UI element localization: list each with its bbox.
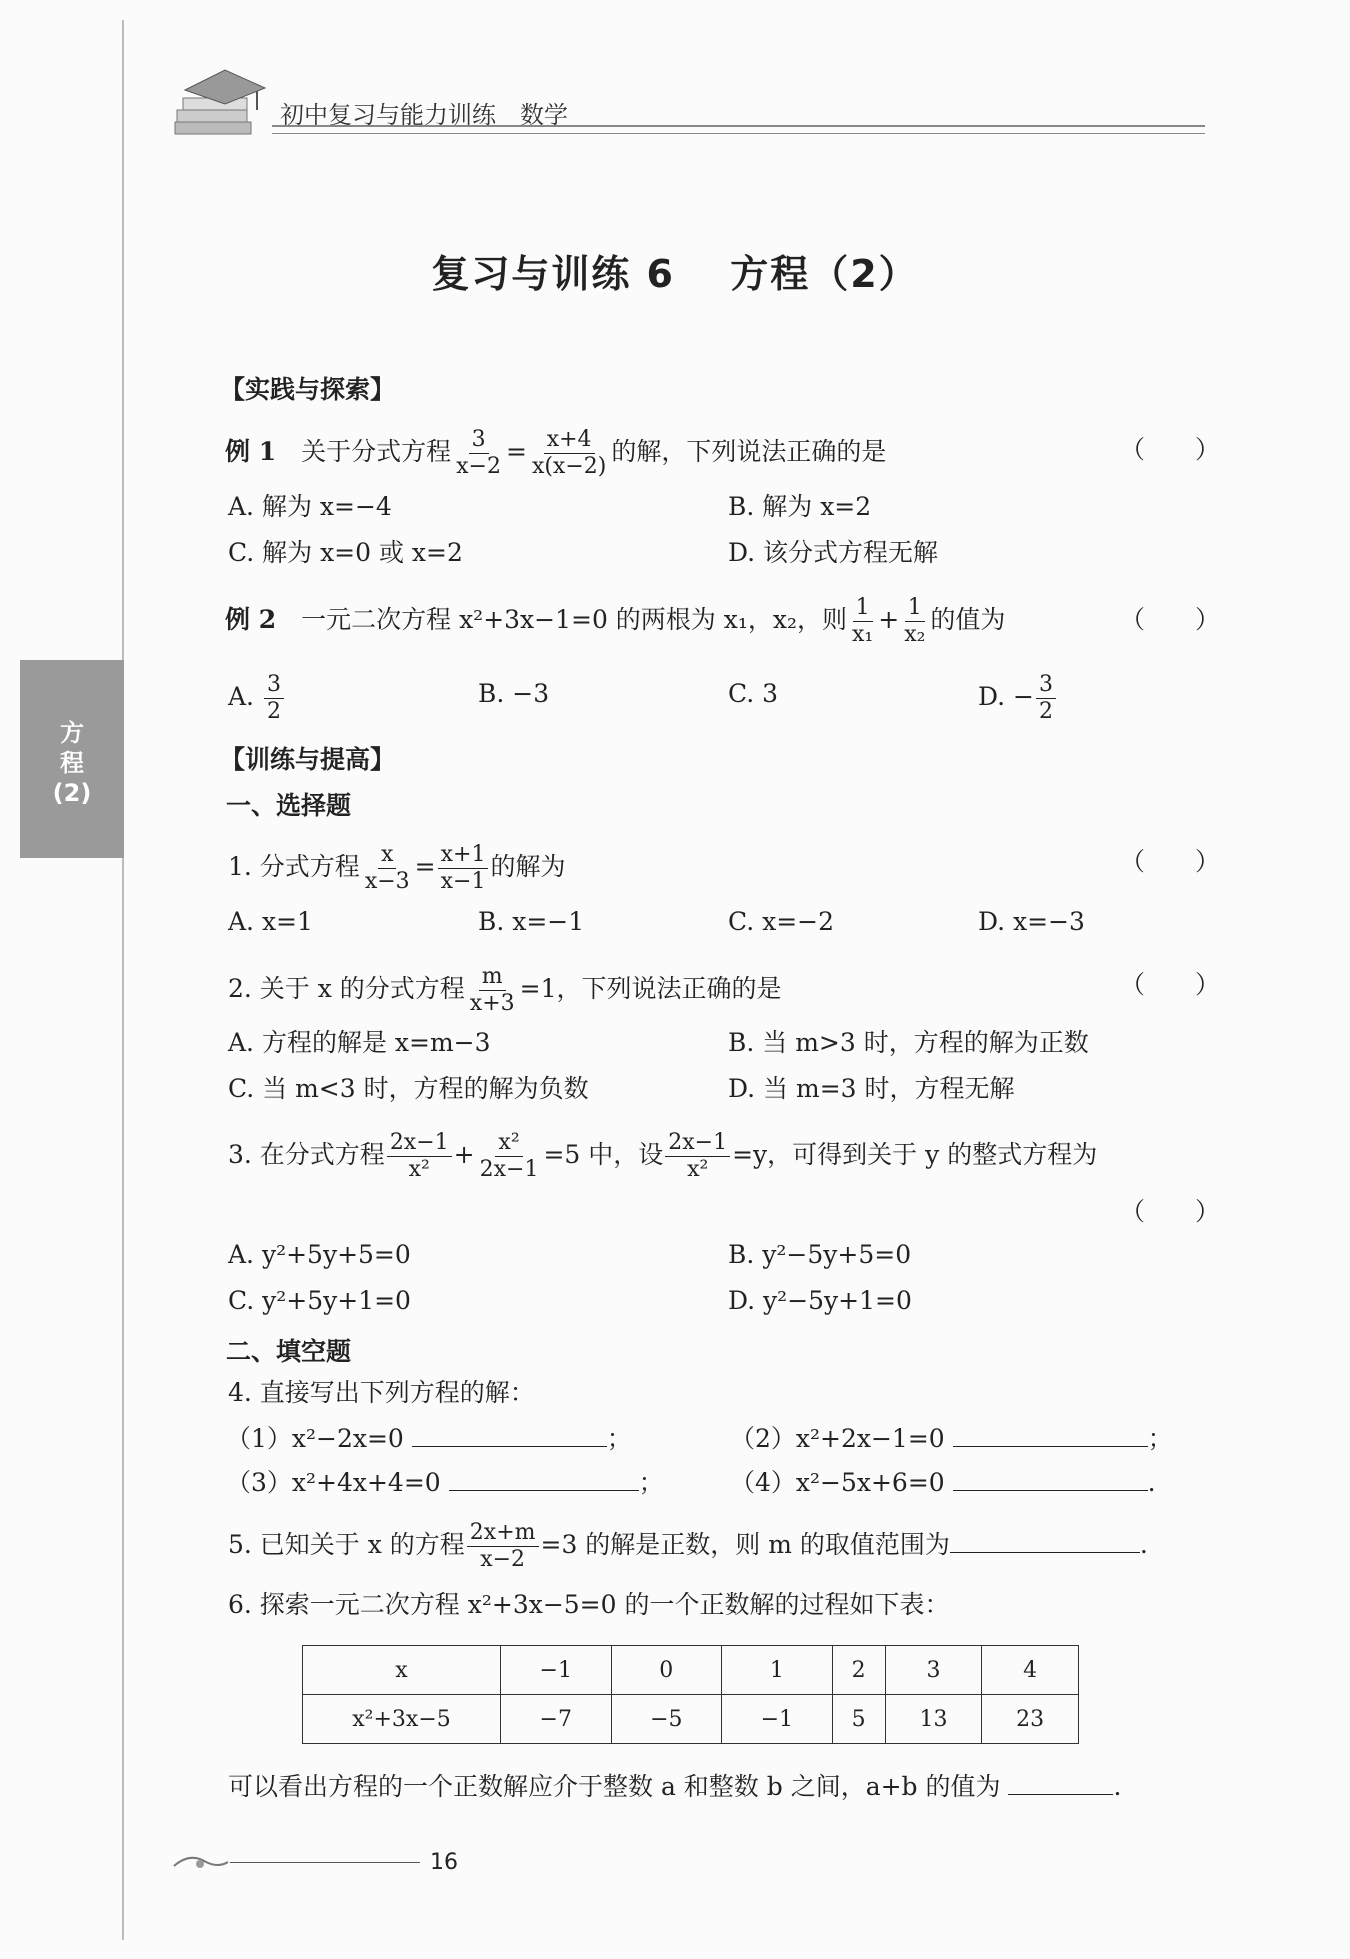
question-2-stem: 2. 关于 x 的分式方程 $\frac{m}{x+3}$ =1，下列说法正确的是 bbox=[228, 964, 782, 1016]
table-cell: 23 bbox=[982, 1695, 1079, 1744]
option-b: B. 当 m>3 时，方程的解为正数 bbox=[728, 1028, 1089, 1057]
section-practice-explore: 【实践与探索】 bbox=[220, 375, 396, 404]
page-title: 复习与训练 6 方程（2） bbox=[431, 252, 919, 296]
option-b: B. y²−5y+5=0 bbox=[728, 1240, 912, 1269]
fraction: $\frac{x+1}{x-1}$ bbox=[438, 842, 489, 895]
fraction: $\frac{x}{x-3}$ bbox=[364, 842, 410, 894]
fraction: $\frac{2x+m}{x-2}$ bbox=[467, 1520, 539, 1573]
option-d: D. x=−3 bbox=[978, 907, 1085, 936]
side-tab-line1: 方 bbox=[60, 719, 84, 747]
fraction: $\frac{1}{\text{x₁}}$ bbox=[852, 595, 874, 647]
answer-blank[interactable] bbox=[1008, 1774, 1113, 1795]
fraction: $\frac{3}{2}$ bbox=[264, 672, 284, 725]
fraction: $\frac{3}{x-2}$ bbox=[456, 427, 501, 479]
table-cell: 5 bbox=[832, 1695, 885, 1744]
option-b: B. x=−1 bbox=[478, 907, 585, 936]
page-number: 16 bbox=[430, 1850, 458, 1875]
answer-paren: （ ） bbox=[1120, 970, 1221, 999]
question-4-sub-4: （4）x²−5x+6=0 . bbox=[730, 1468, 1156, 1497]
option-c: C. y²+5y+1=0 bbox=[228, 1286, 411, 1315]
table-cell: 4 bbox=[982, 1646, 1079, 1695]
fraction: $\frac{\text{x²}}{2x-1}$ bbox=[479, 1130, 539, 1182]
answer-paren: （ ） bbox=[1120, 847, 1221, 876]
option-b: B. −3 bbox=[478, 679, 550, 708]
question-4-stem: 4. 直接写出下列方程的解： bbox=[228, 1378, 535, 1407]
table-cell: x²+3x−5 bbox=[303, 1695, 501, 1744]
question-4-sub-1: （1）x²−2x=0 ； bbox=[226, 1424, 632, 1453]
option-d: D. 该分式方程无解 bbox=[728, 538, 939, 567]
question-4-sub-3: （3）x²+4x+4=0 ； bbox=[226, 1468, 664, 1497]
fraction: $\frac{1}{\text{x₂}}$ bbox=[904, 595, 926, 647]
side-tab-line3: (2) bbox=[52, 779, 92, 807]
answer-blank[interactable] bbox=[953, 1426, 1148, 1447]
table-row bbox=[303, 1695, 1079, 1744]
table-row bbox=[303, 1646, 1079, 1695]
example-1-post: 的解，下列说法正确的是 bbox=[611, 437, 887, 466]
answer-paren: （ ） bbox=[1120, 435, 1221, 464]
answer-blank[interactable] bbox=[412, 1426, 607, 1447]
side-tab-line2: 程 bbox=[60, 749, 84, 777]
question-6-stem: 6. 探索一元二次方程 x²+3x−5=0 的一个正数解的过程如下表： bbox=[228, 1590, 950, 1619]
fraction: $\frac{2x-1}{\text{x²}}$ bbox=[665, 1130, 730, 1183]
header-rule bbox=[272, 125, 1205, 134]
option-b: B. 解为 x=2 bbox=[728, 492, 872, 521]
option-a: A. 方程的解是 x=m−3 bbox=[228, 1028, 491, 1057]
table-cell: 0 bbox=[611, 1646, 722, 1695]
option-a: A. x=1 bbox=[228, 907, 313, 936]
section-training-improve: 【训练与提高】 bbox=[220, 745, 396, 774]
option-a: A. y²+5y+5=0 bbox=[228, 1240, 411, 1269]
option-d: D. 当 m=3 时，方程无解 bbox=[728, 1074, 1015, 1103]
example-2-stem: 例 2 一元二次方程 x²+3x−1=0 的两根为 x₁，x₂，则 $\frac{1}{\text{x₁}}$ + $\frac{1}{\text{x₂}}$ 的值为 bbox=[225, 595, 1006, 647]
answer-blank[interactable] bbox=[953, 1470, 1148, 1491]
footer-rule bbox=[230, 1862, 420, 1863]
option-a: A. $\frac{3}{2}$ bbox=[228, 672, 286, 725]
question-1-stem: 1. 分式方程 $\frac{x}{x-3}$ = $\frac{x+1}{x-1}$ 的解为 bbox=[228, 842, 566, 894]
table-cell: −1 bbox=[501, 1646, 612, 1695]
binding-line bbox=[122, 20, 124, 1940]
table-cell: 2 bbox=[832, 1646, 885, 1695]
fraction: $\frac{m}{x+3}$ bbox=[469, 964, 515, 1016]
example-1-label: 例 1 bbox=[225, 437, 277, 466]
answer-paren: （ ） bbox=[1120, 1197, 1221, 1226]
option-c: C. 解为 x=0 或 x=2 bbox=[228, 538, 463, 567]
example-1-stem: 例 1 关于分式方程 $\frac{3}{x-2}$ = $\frac{x+4}{x(x-2)}$ 的解，下列说法正确的是 bbox=[225, 427, 887, 479]
example-1-pre: 关于分式方程 bbox=[301, 437, 452, 466]
chapter-side-tab bbox=[20, 660, 124, 858]
option-c: C. 当 m<3 时，方程的解为负数 bbox=[228, 1074, 589, 1103]
part-choice-questions: 一、选择题 bbox=[226, 791, 352, 820]
option-d: D. − $\frac{3}{2}$ bbox=[978, 672, 1058, 725]
table-cell: 3 bbox=[885, 1646, 982, 1695]
answer-blank[interactable] bbox=[449, 1470, 639, 1491]
values-table bbox=[302, 1645, 1079, 1744]
question-5-stem: 5. 已知关于 x 的方程 $\frac{2x+m}{x-2}$ =3 的解是正数，则 m 的取值范围为 . bbox=[228, 1520, 1148, 1572]
question-6-conclusion: 可以看出方程的一个正数解应介于整数 a 和整数 b 之间，a+b 的值为 . bbox=[228, 1772, 1122, 1801]
table-cell: −5 bbox=[611, 1695, 722, 1744]
table-cell: x bbox=[303, 1646, 501, 1695]
table-cell: −7 bbox=[501, 1695, 612, 1744]
book-header-title: 初中复习与能力训练 数学 bbox=[280, 101, 568, 129]
answer-paren: （ ） bbox=[1120, 605, 1221, 634]
table-cell: 1 bbox=[722, 1646, 833, 1695]
table-cell: 13 bbox=[885, 1695, 982, 1744]
books-logo-icon bbox=[165, 60, 275, 140]
table-cell: −1 bbox=[722, 1695, 833, 1744]
fraction: $\frac{2x-1}{\text{x²}}$ bbox=[387, 1130, 452, 1183]
fraction: $\frac{3}{2}$ bbox=[1036, 672, 1056, 725]
option-d: D. y²−5y+1=0 bbox=[728, 1286, 912, 1315]
question-3-stem: 3. 在分式方程 $\frac{2x-1}{\text{x²}}$ + $\frac{\text{x²}}{2x-1}$ =5 中，设 $\frac{2x-1}{\text{x²}}$ =y，可得到关于 y 的整式方程为 bbox=[228, 1130, 1098, 1182]
example-2-label: 例 2 bbox=[225, 605, 277, 634]
question-4-sub-2: （2）x²+2x−1=0 ； bbox=[730, 1424, 1173, 1453]
footer-ornament-icon bbox=[170, 1850, 230, 1876]
option-c: C. 3 bbox=[728, 679, 779, 708]
option-a: A. 解为 x=−4 bbox=[228, 492, 392, 521]
answer-blank[interactable] bbox=[950, 1532, 1140, 1553]
fraction: $\frac{x+4}{x(x-2)}$ bbox=[531, 427, 607, 479]
part-fill-in-questions: 二、填空题 bbox=[226, 1337, 352, 1366]
option-c: C. x=−2 bbox=[728, 907, 835, 936]
